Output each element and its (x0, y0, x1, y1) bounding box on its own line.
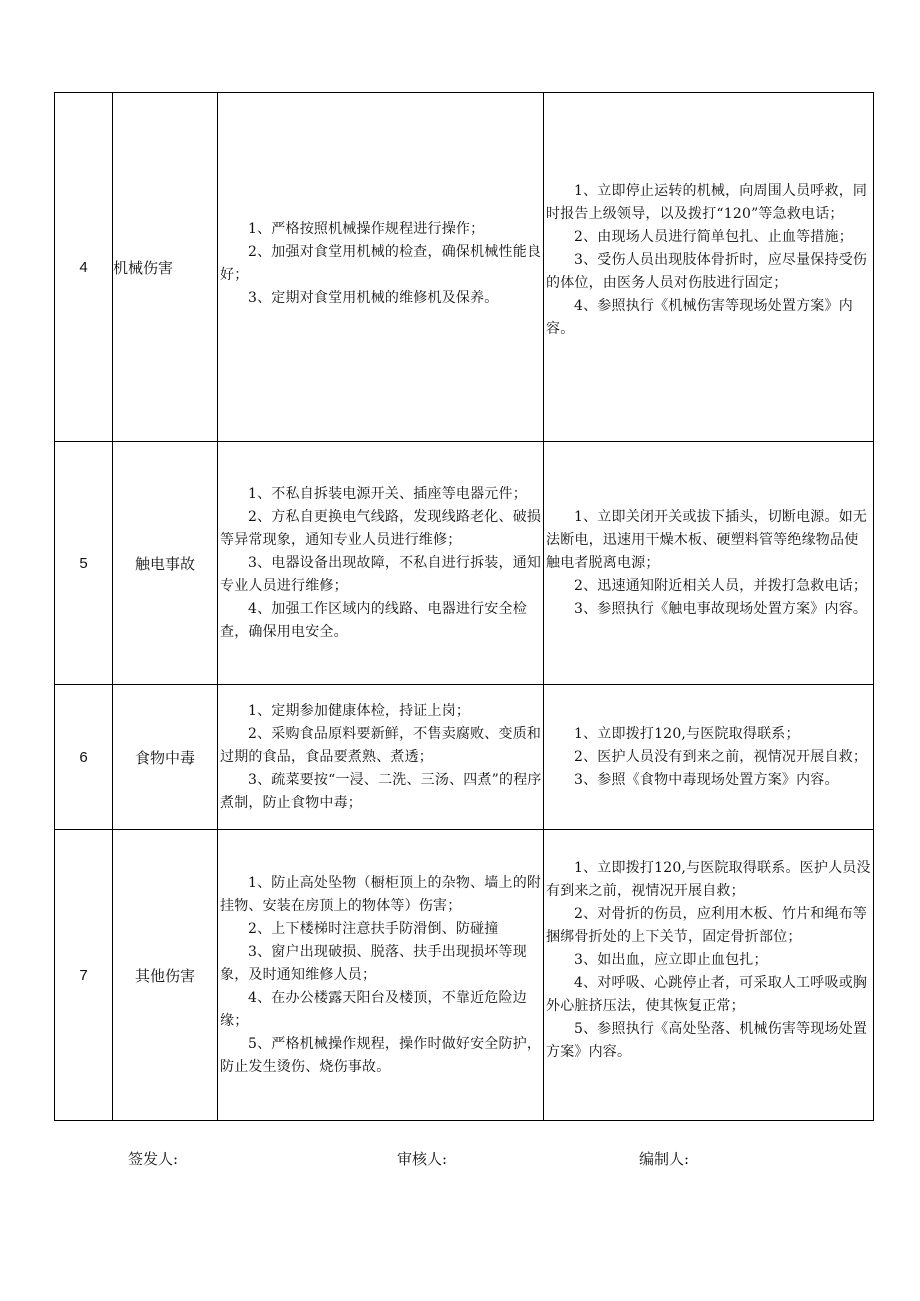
issuer-signature-label: 签发人: (128, 1150, 179, 1168)
response-item: 3、如出血，应立即止血包扎； (574, 951, 768, 968)
table-row (55, 93, 874, 442)
response-item: 3、受伤人员出现肢体骨折时，应尽量保持受伤的体位，由医务人员对伤肢进行固定； (546, 251, 868, 291)
prevention-item: 2、采购食品原料要新鲜，不售卖腐败、变质和过期的食品，食品要煮熟、煮透； (220, 725, 542, 765)
prevention-item: 4、在办公楼露天阳台及楼顶，不靠近危险边缘； (220, 989, 527, 1029)
response-item: 2、医护人员没有到来之前，视情况开展自救； (574, 748, 868, 765)
response-item: 1、立即停止运转的机械，向周围人员呼救，同时报告上级领导，以及拨打“120”等急救电话； (546, 182, 868, 222)
row-number: 5 (55, 442, 113, 685)
prevention-item: 3、定期对食堂用机械的维修机及保养。 (248, 290, 499, 306)
prevention-item: 3、电器设备出现故障，不私自进行拆装，通知专业人员进行维修； (220, 554, 542, 594)
prevention-cell (218, 685, 544, 830)
prevention-cell (218, 93, 544, 442)
response-item: 4、参照执行《机械伤害等现场处置方案》内容。 (546, 297, 853, 337)
prevention-item: 3、窗户出现破损、脱落、扶手出现损坏等现象，及时通知维修人员； (220, 943, 527, 983)
response-item: 1、立即关闭开关或拔下插头，切断电源。如无法断电，迅速用干燥木板、硬塑料管等绝缘物品使触电者脱离电源； (546, 508, 868, 571)
prevention-item: 2、加强对食堂用机械的检查，确保机械性能良好； (220, 244, 542, 283)
response-item: 1、立即拨打120,与医院取得联系； (574, 725, 800, 742)
response-cell (544, 830, 874, 1121)
response-item: 3、参照《食物中毒现场处置方案》内容。 (574, 771, 839, 788)
response-cell (544, 685, 874, 830)
prevention-item: 4、加强工作区域内的线路、电器进行安全检查，确保用电安全。 (220, 600, 527, 640)
row-number: 4 (55, 93, 113, 442)
table-row (55, 685, 874, 830)
response-item: 2、由现场人员进行简单包扎、止血等措施； (574, 228, 853, 245)
response-item: 2、迅速通知附近相关人员，并拨打急救电话； (574, 577, 868, 594)
table-row (55, 830, 874, 1121)
preparer-signature-label: 编制人: (639, 1150, 690, 1168)
reviewer-signature-label: 审核人: (397, 1150, 448, 1168)
prevention-item: 2、方私自更换电气线路，发现线路老化、破损等异常现象，通知专业人员进行维修； (220, 508, 542, 548)
prevention-item: 2、上下楼梯时注意扶手防滑倒、防碰撞 (248, 920, 499, 937)
prevention-item: 1、严格按照机械操作规程进行操作； (248, 221, 485, 237)
response-item: 1、立即拨打120,与医院取得联系。医护人员没有到来之前，视情况开展自救； (546, 859, 871, 899)
table-row (55, 442, 874, 685)
prevention-item: 1、不私自拆装电源开关、插座等电器元件； (248, 485, 527, 502)
prevention-item: 1、定期参加健康体检，持证上岗； (248, 702, 471, 719)
prevention-item: 5、严格机械操作规程，操作时做好安全防护，防止发生烫伤、烧伤事故。 (220, 1035, 542, 1075)
response-cell (544, 93, 874, 442)
response-item: 5、参照执行《高处坠落、机械伤害等现场处置方案》内容。 (546, 1020, 868, 1060)
row-number: 7 (55, 830, 113, 1121)
prevention-cell (218, 442, 544, 685)
response-cell (544, 442, 874, 685)
prevention-item: 3、疏菜要按“一浸、二洗、三汤、四煮”的程序煮制，防止食物中毒； (220, 771, 542, 811)
hazard-type: 触电事故 (113, 442, 218, 685)
response-item: 3、参照执行《触电事故现场处置方案》内容。 (574, 600, 868, 617)
safety-measures-table (54, 92, 874, 1121)
response-item: 4、对呼吸、心跳停止者，可采取人工呼吸或胸外心脏挤压法，使其恢复正常； (546, 974, 868, 1014)
hazard-type: 食物中毒 (113, 685, 218, 830)
prevention-cell (218, 830, 544, 1121)
response-item: 2、对骨折的伤员，应利用木板、竹片和绳布等捆绑骨折处的上下关节，固定骨折部位； (546, 905, 868, 945)
prevention-item: 1、防止高处坠物（橱柜顶上的杂物、墙上的附挂物、安装在房顶上的物体等）伤害； (220, 874, 542, 914)
row-number: 6 (55, 685, 113, 830)
hazard-type: 机械伤害 (113, 93, 218, 442)
hazard-type: 其他伤害 (113, 830, 218, 1121)
